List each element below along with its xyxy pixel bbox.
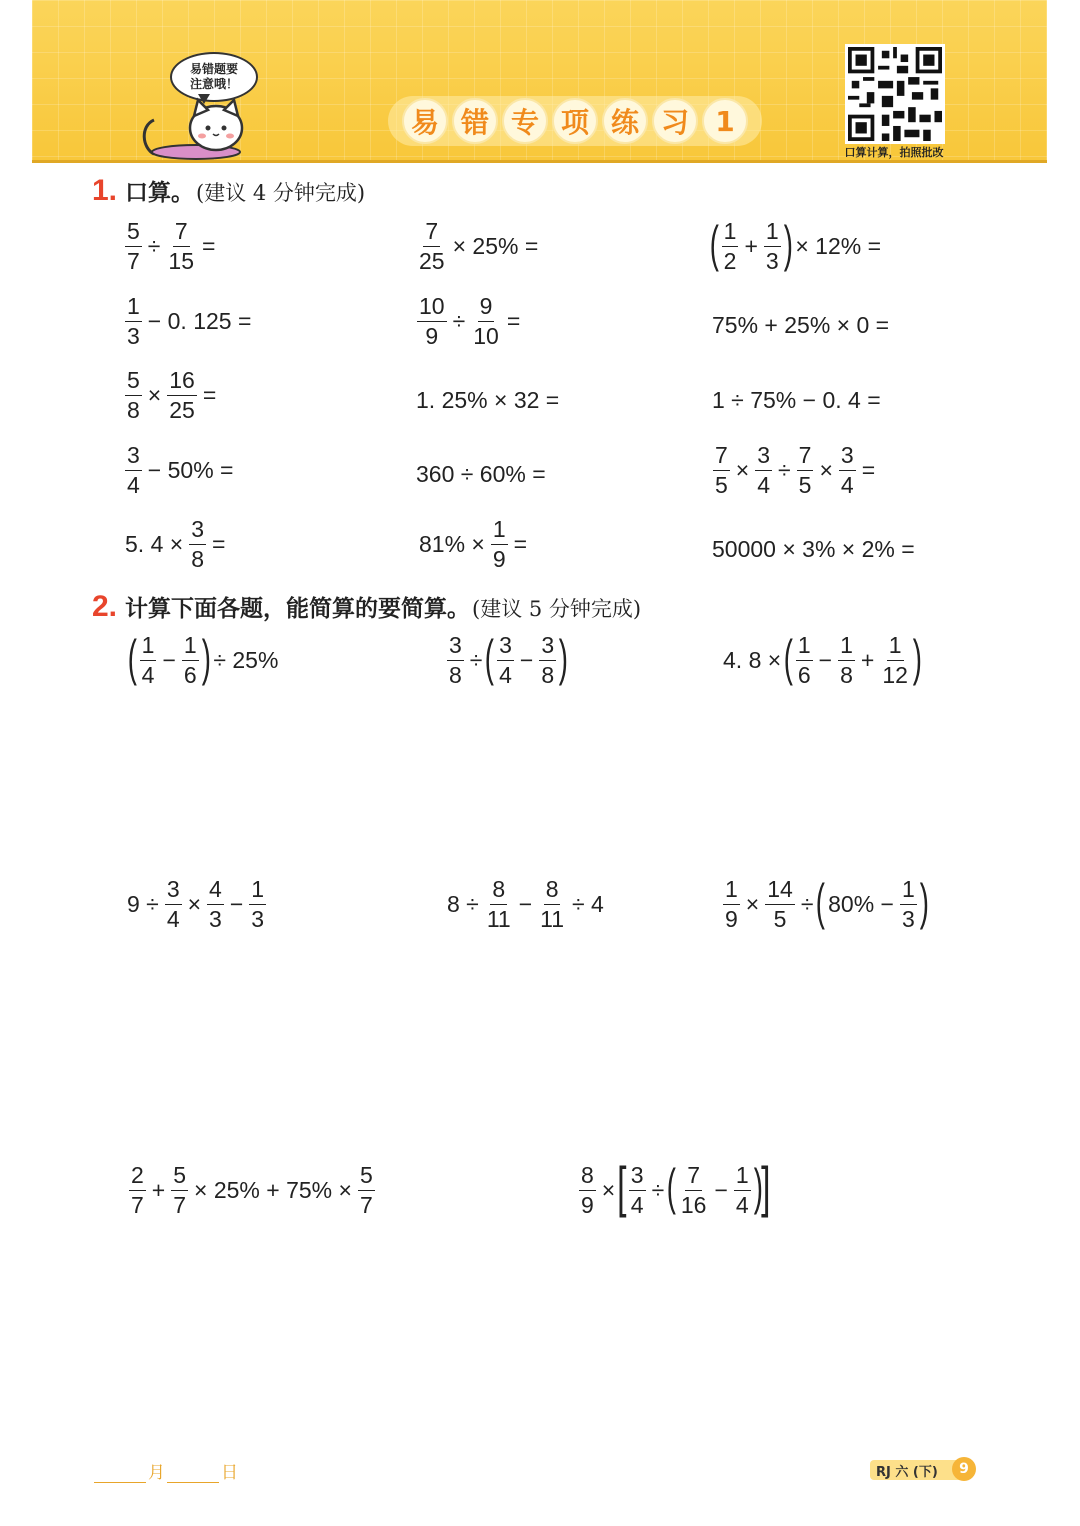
math-term: = — [202, 233, 216, 259]
numerator: 3 — [189, 518, 206, 545]
math-term: − — [519, 647, 534, 673]
math-term: × — [745, 891, 760, 917]
math-term: = — [211, 531, 226, 557]
numerator: 2 — [129, 1164, 146, 1191]
math-term: 1 ÷ 75% − 0. 4 = — [712, 387, 881, 413]
fraction — [723, 878, 740, 931]
numerator: 1 — [838, 634, 855, 661]
numerator: 1 — [900, 878, 917, 905]
numerator: 1 — [734, 1164, 751, 1191]
fraction — [838, 634, 855, 687]
denominator: 4 — [127, 472, 140, 498]
fraction — [579, 1161, 596, 1218]
math-term: + — [151, 1177, 166, 1203]
fraction — [679, 1161, 709, 1218]
fraction — [166, 220, 196, 273]
header-banner — [32, 0, 1047, 163]
numerator: 3 — [447, 634, 464, 661]
oral-problem — [712, 536, 915, 563]
denominator: 10 — [473, 323, 499, 349]
numerator: 3 — [839, 444, 856, 471]
fraction — [358, 1164, 375, 1217]
parenthesis: ) — [558, 629, 569, 686]
numerator: 3 — [629, 1164, 646, 1191]
fraction — [471, 295, 501, 348]
parenthesis: ( — [485, 629, 495, 686]
qr-code-icon — [845, 44, 945, 144]
denominator: 8 — [191, 546, 204, 572]
denominator: 8 — [127, 397, 140, 423]
math-term: 1. 25% × 32 = — [416, 387, 560, 413]
day-label: 日 — [221, 1463, 238, 1483]
title-char: 1 — [702, 98, 748, 144]
fraction — [167, 369, 197, 422]
denominator: 4 — [166, 906, 180, 932]
math-term: 8 ÷ — [447, 891, 479, 917]
math-term: ÷ — [147, 233, 161, 259]
numerator: 8 — [579, 1164, 596, 1191]
numerator: 3 — [755, 444, 772, 471]
section-2-title: 计算下面各题，能简算的要简算。 — [125, 596, 471, 622]
numerator: 5 — [125, 220, 142, 247]
calc-problem — [720, 629, 922, 688]
math-term: × — [735, 457, 750, 483]
section-2-heading — [92, 590, 641, 624]
numerator: 7 — [797, 444, 814, 471]
fraction — [796, 634, 813, 687]
denominator: 9 — [725, 906, 738, 932]
denominator: 25 — [419, 248, 445, 274]
denominator: 9 — [425, 323, 439, 349]
math-term: = — [506, 308, 521, 334]
fraction — [713, 444, 730, 497]
parenthesis: ( — [666, 1159, 677, 1215]
section-2-hint: (建议 5 分钟完成) — [472, 597, 642, 621]
denominator: 11 — [540, 906, 565, 932]
numerator: 1 — [796, 634, 813, 661]
numerator: 1 — [249, 878, 266, 905]
denominator: 6 — [797, 662, 811, 688]
qr-caption: 口算计算，拍照批改 — [844, 146, 944, 159]
math-term: × — [601, 1176, 616, 1203]
fraction — [207, 878, 224, 931]
calc-problem — [444, 878, 607, 931]
denominator: 4 — [499, 662, 512, 688]
math-term: × — [187, 891, 202, 917]
fraction — [417, 220, 447, 273]
denominator: 11 — [486, 906, 511, 932]
parenthesis: ) — [201, 629, 211, 686]
fraction — [839, 444, 856, 497]
calc-problem — [720, 873, 929, 932]
math-term: − — [162, 647, 176, 673]
parenthesis: ( — [816, 873, 826, 930]
math-term: − 50% = — [147, 457, 234, 483]
numerator: 3 — [165, 878, 182, 905]
parenthesis: ) — [753, 1159, 763, 1215]
math-term: = — [861, 457, 876, 483]
math-term: × 12% = — [795, 233, 882, 259]
math-term: 9 ÷ — [127, 891, 159, 917]
denominator: 7 — [359, 1192, 373, 1218]
speech-bubble — [170, 52, 258, 102]
denominator: 2 — [723, 248, 737, 274]
numerator: 1 — [125, 295, 142, 322]
numerator: 1 — [887, 634, 904, 661]
numerator: 1 — [182, 634, 199, 661]
title-char: 习 — [652, 98, 698, 144]
oral-problem — [416, 387, 559, 414]
fraction — [171, 1164, 188, 1217]
numerator: 8 — [544, 878, 561, 905]
numerator: 3 — [497, 634, 514, 661]
title-char: 项 — [552, 98, 598, 144]
math-term: ÷ — [778, 457, 791, 483]
numerator: 1 — [764, 220, 781, 247]
oral-problem — [416, 461, 546, 488]
oral-problem — [416, 518, 530, 571]
fraction — [765, 878, 795, 931]
math-term: 360 ÷ 60% = — [416, 461, 546, 487]
fraction — [129, 1164, 146, 1217]
parenthesis: ( — [709, 215, 719, 272]
fraction — [125, 220, 142, 273]
numerator: 1 — [723, 878, 740, 905]
math-term: × 25% + 75% × — [194, 1177, 352, 1203]
denominator: 12 — [882, 662, 908, 688]
numerator: 4 — [207, 878, 224, 905]
math-term: ÷ — [452, 308, 466, 334]
denominator: 3 — [251, 906, 265, 932]
fraction — [182, 634, 199, 687]
section-1-hint: (建议 4 分钟完成) — [196, 181, 366, 205]
numerator: 5 — [125, 369, 142, 396]
math-term: 5. 4 × — [125, 531, 184, 557]
denominator: 7 — [173, 1192, 187, 1218]
math-term: × 25% = — [452, 233, 539, 259]
math-term: − 0. 125 = — [147, 308, 252, 334]
math-term: ÷ — [469, 647, 483, 673]
oral-problem — [122, 369, 219, 422]
parenthesis: ( — [127, 629, 137, 686]
numerator: 7 — [173, 220, 190, 247]
fraction — [249, 878, 266, 931]
calc-problem — [576, 1155, 771, 1218]
fraction — [485, 878, 513, 931]
oral-problem — [710, 444, 878, 497]
numerator: 1 — [722, 220, 739, 247]
fraction — [538, 878, 566, 931]
fraction — [140, 634, 157, 687]
denominator: 5 — [798, 472, 812, 498]
math-term: + — [860, 647, 875, 673]
denominator: 3 — [765, 248, 779, 274]
month-label: 月 — [148, 1463, 165, 1483]
denominator: 7 — [131, 1192, 144, 1218]
section-1-title: 口算。 — [125, 180, 195, 206]
cat-mascot-icon — [136, 96, 256, 160]
math-term: − — [818, 647, 833, 673]
fraction — [189, 518, 206, 571]
title-char: 易 — [402, 98, 448, 144]
bracket: [ — [617, 1155, 627, 1218]
oral-problem — [712, 312, 889, 339]
oral-problem — [122, 295, 254, 348]
day-blank[interactable] — [167, 1464, 219, 1483]
denominator: 8 — [541, 662, 555, 688]
numerator: 14 — [765, 878, 795, 905]
denominator: 4 — [840, 472, 854, 498]
oral-problem — [414, 295, 523, 348]
oral-problem — [122, 444, 236, 497]
denominator: 4 — [141, 662, 155, 688]
fraction — [722, 220, 739, 273]
section-1-heading — [92, 174, 365, 208]
math-term: 81% × — [419, 531, 485, 557]
fraction — [764, 220, 781, 273]
fraction — [125, 369, 142, 422]
oral-problem — [712, 387, 881, 414]
denominator: 5 — [715, 472, 728, 498]
bubble-line-1: 易错题要 — [189, 62, 238, 76]
fraction — [880, 634, 910, 687]
fraction — [125, 444, 142, 497]
denominator: 3 — [127, 323, 140, 349]
math-term: 80% − — [828, 891, 894, 917]
numerator: 10 — [417, 295, 447, 322]
title-char: 错 — [452, 98, 498, 144]
section-2-number: 2. — [92, 590, 118, 623]
numerator: 7 — [713, 444, 730, 471]
numerator: 5 — [358, 1164, 375, 1191]
denominator: 6 — [183, 662, 197, 688]
numerator: 1 — [491, 518, 508, 545]
page-number: 9 — [952, 1457, 976, 1481]
calc-problem — [124, 878, 269, 931]
denominator: 16 — [680, 1191, 707, 1218]
numerator: 3 — [125, 444, 142, 471]
math-term: 75% + 25% × 0 = — [712, 312, 890, 338]
denominator: 9 — [492, 546, 506, 572]
denominator: 5 — [773, 906, 787, 932]
denominator: 3 — [901, 906, 915, 932]
math-term: × — [147, 382, 162, 408]
exercise-title — [388, 96, 762, 146]
title-char: 练 — [602, 98, 648, 144]
math-term: 50000 × 3% × 2% = — [712, 536, 915, 562]
calc-problem — [444, 629, 569, 688]
math-term: 4. 8 × — [723, 647, 782, 673]
oral-problem — [122, 220, 218, 273]
numerator: 1 — [140, 634, 157, 661]
denominator: 9 — [581, 1191, 594, 1218]
numerator: 3 — [539, 634, 556, 661]
month-blank[interactable] — [94, 1464, 146, 1483]
parenthesis: ( — [783, 629, 794, 686]
fraction — [734, 1161, 751, 1218]
fraction — [755, 444, 772, 497]
numerator: 7 — [685, 1164, 702, 1191]
math-term: − — [229, 891, 244, 917]
denominator: 15 — [168, 248, 195, 274]
numerator: 5 — [171, 1164, 188, 1191]
math-term: + — [744, 233, 758, 259]
parenthesis: ) — [783, 215, 793, 272]
edition-label: RJ 六 (下) — [870, 1460, 964, 1480]
title-char: 专 — [502, 98, 548, 144]
math-term: ÷ 25% — [213, 647, 279, 673]
denominator: 4 — [735, 1191, 749, 1218]
math-term: ÷ — [800, 891, 814, 917]
math-term: − — [518, 891, 533, 917]
numerator: 7 — [423, 220, 440, 247]
oral-problem — [414, 220, 541, 273]
fraction — [125, 295, 142, 348]
fraction — [900, 878, 917, 931]
bracket: ] — [761, 1155, 771, 1218]
calc-problem — [127, 629, 281, 688]
denominator: 8 — [449, 662, 462, 688]
oral-problem — [709, 215, 884, 274]
denominator: 8 — [840, 662, 853, 688]
calc-problem — [126, 1164, 378, 1217]
date-field — [92, 1458, 238, 1483]
fraction — [447, 634, 464, 687]
fraction — [491, 518, 508, 571]
parenthesis: ) — [919, 873, 929, 930]
parenthesis: ) — [912, 629, 922, 686]
numerator: 16 — [167, 369, 197, 396]
math-term: ÷ — [651, 1176, 665, 1203]
fraction — [165, 878, 182, 931]
denominator: 3 — [209, 906, 222, 932]
denominator: 4 — [630, 1191, 644, 1218]
math-term: × — [819, 457, 833, 483]
oral-problem — [122, 518, 228, 571]
numerator: 9 — [478, 295, 495, 322]
fraction — [417, 295, 447, 348]
denominator: 4 — [757, 472, 771, 498]
math-term: ÷ 4 — [572, 891, 604, 917]
fraction — [539, 634, 556, 687]
math-term: = — [513, 531, 528, 557]
numerator: 8 — [490, 878, 507, 905]
math-term: = — [202, 382, 217, 408]
fraction — [629, 1161, 646, 1218]
denominator: 25 — [169, 397, 195, 423]
math-term: − — [714, 1176, 728, 1203]
fraction — [797, 444, 814, 497]
section-1-number: 1. — [92, 174, 118, 207]
denominator: 7 — [127, 248, 140, 274]
fraction — [497, 634, 514, 687]
bubble-line-2: 注意哦！ — [189, 77, 238, 91]
